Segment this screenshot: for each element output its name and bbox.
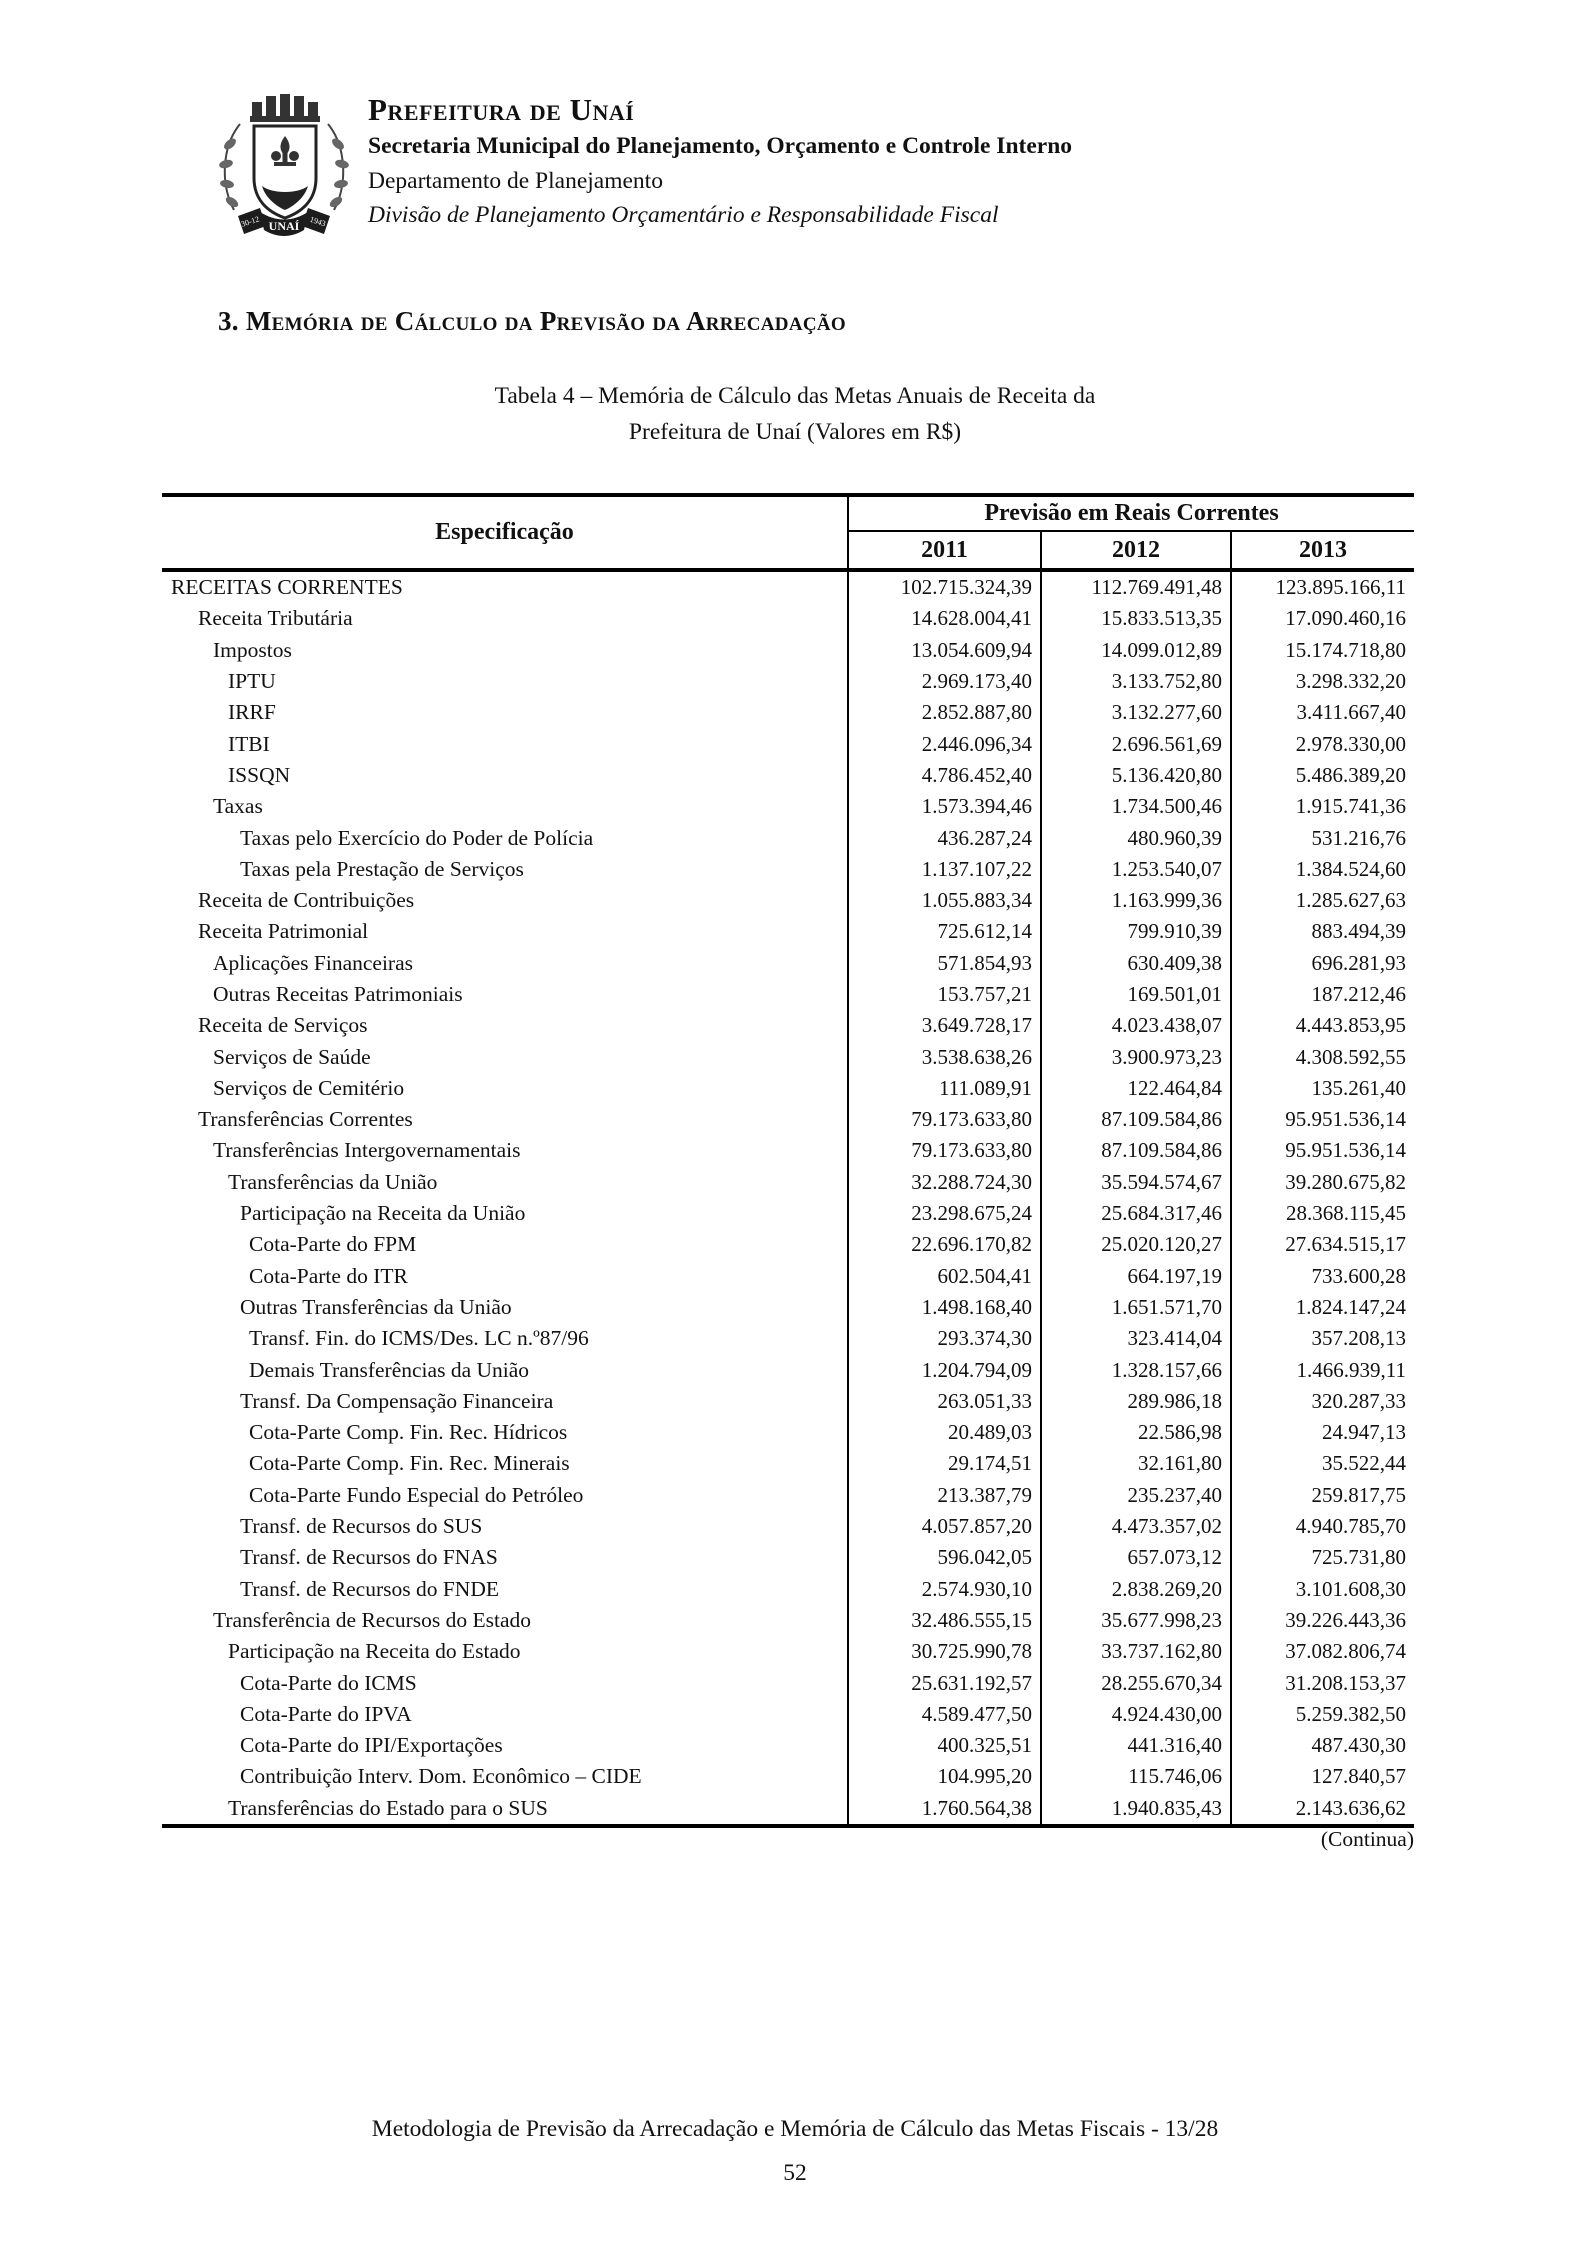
value-2011: 20.489,03	[848, 1417, 1041, 1448]
row-label: Serviços de Saúde	[213, 1044, 371, 1069]
row-label: ITBI	[228, 731, 270, 756]
value-2011: 32.486.555,15	[848, 1605, 1041, 1636]
column-group-header: Previsão em Reais Correntes	[848, 495, 1414, 531]
table-row	[162, 1574, 1414, 1605]
value-2013: 135.261,40	[1231, 1073, 1414, 1104]
value-2013: 259.817,75	[1231, 1480, 1414, 1511]
row-label: Cota-Parte Comp. Fin. Rec. Hídricos	[249, 1420, 568, 1445]
value-2012: 33.737.162,80	[1041, 1636, 1231, 1667]
table-row	[162, 1010, 1414, 1041]
value-2013: 725.731,80	[1231, 1542, 1414, 1573]
value-2011: 102.715.324,39	[848, 570, 1041, 603]
value-2011: 22.696.170,82	[848, 1229, 1041, 1260]
value-2011: 2.969.173,40	[848, 666, 1041, 697]
value-2013: 127.840,57	[1231, 1761, 1414, 1792]
logo-ribbon-date-right: 1943	[308, 214, 327, 229]
org-name: Prefeitura de Unaí	[368, 92, 635, 127]
value-2012: 4.924.430,00	[1041, 1699, 1231, 1730]
value-2012: 799.910,39	[1041, 916, 1231, 947]
value-2012: 1.328.157,66	[1041, 1354, 1231, 1385]
value-2011: 153.757,21	[848, 979, 1041, 1010]
value-2011: 1.137.107,22	[848, 854, 1041, 885]
value-2011: 213.387,79	[848, 1480, 1041, 1511]
value-2012: 235.237,40	[1041, 1480, 1231, 1511]
logo-ribbon-date-left: 30-12	[239, 214, 261, 229]
value-2012: 112.769.491,48	[1041, 570, 1231, 603]
column-header-2013: 2013	[1231, 531, 1414, 570]
value-2012: 1.940.835,43	[1041, 1793, 1231, 1826]
row-label: Participação na Receita da União	[240, 1201, 526, 1226]
value-2011: 79.173.633,80	[848, 1104, 1041, 1135]
value-2013: 3.411.667,40	[1231, 697, 1414, 728]
table-row	[162, 854, 1414, 885]
row-label: Cota-Parte do ITR	[249, 1263, 408, 1288]
column-header-especificacao: Especificação	[162, 495, 848, 570]
value-2012: 14.099.012,89	[1041, 635, 1231, 666]
value-2012: 1.734.500,46	[1041, 791, 1231, 822]
value-2012: 22.586,98	[1041, 1417, 1231, 1448]
value-2013: 733.600,28	[1231, 1261, 1414, 1292]
value-2012: 3.133.752,80	[1041, 666, 1231, 697]
table-row	[162, 1605, 1414, 1636]
value-2013: 35.522,44	[1231, 1448, 1414, 1479]
value-2013: 95.951.536,14	[1231, 1135, 1414, 1166]
row-label: Transf. Fin. do ICMS/Des. LC n.º87/96	[249, 1326, 589, 1351]
value-2011: 14.628.004,41	[848, 603, 1041, 634]
row-label: Contribuição Interv. Dom. Econômico – CIDE	[240, 1764, 642, 1789]
value-2012: 28.255.670,34	[1041, 1667, 1231, 1698]
value-2012: 4.023.438,07	[1041, 1010, 1231, 1041]
value-2013: 320.287,33	[1231, 1386, 1414, 1417]
value-2013: 28.368.115,45	[1231, 1198, 1414, 1229]
row-label: Transferências Correntes	[198, 1107, 413, 1132]
row-label: Transferência de Recursos do Estado	[213, 1607, 532, 1632]
value-2011: 1.498.168,40	[848, 1292, 1041, 1323]
value-2012: 323.414,04	[1041, 1323, 1231, 1354]
table-row	[162, 570, 1414, 603]
table-body	[162, 570, 1414, 1826]
logo-ribbon-text: UNAÍ	[268, 219, 300, 233]
table-row	[162, 822, 1414, 853]
value-2012: 1.163.999,36	[1041, 885, 1231, 916]
value-2013: 27.634.515,17	[1231, 1229, 1414, 1260]
table-row	[162, 760, 1414, 791]
row-label: Receita de Serviços	[198, 1013, 368, 1038]
table-row	[162, 635, 1414, 666]
value-2013: 1.285.627,63	[1231, 885, 1414, 916]
value-2012: 15.833.513,35	[1041, 603, 1231, 634]
value-2012: 1.253.540,07	[1041, 854, 1231, 885]
value-2013: 4.940.785,70	[1231, 1511, 1414, 1542]
value-2012: 2.838.269,20	[1041, 1574, 1231, 1605]
table-row	[162, 1511, 1414, 1542]
value-2011: 13.054.609,94	[848, 635, 1041, 666]
row-label: Cota-Parte Fundo Especial do Petróleo	[249, 1482, 584, 1507]
value-2012: 169.501,01	[1041, 979, 1231, 1010]
value-2011: 3.649.728,17	[848, 1010, 1041, 1041]
table-row	[162, 697, 1414, 728]
row-label: Outras Transferências da União	[240, 1294, 512, 1319]
value-2011: 4.057.857,20	[848, 1511, 1041, 1542]
table-row	[162, 791, 1414, 822]
value-2011: 4.589.477,50	[848, 1699, 1041, 1730]
value-2012: 630.409,38	[1041, 948, 1231, 979]
table-row	[162, 1699, 1414, 1730]
row-label: Transferências Intergovernamentais	[213, 1138, 521, 1163]
revenue-forecast-table	[162, 493, 1414, 1828]
value-2012: 35.594.574,67	[1041, 1167, 1231, 1198]
value-2013: 357.208,13	[1231, 1323, 1414, 1354]
table-caption	[0, 378, 1590, 450]
table-row	[162, 1167, 1414, 1198]
row-label: Transf. Da Compensação Financeira	[240, 1388, 554, 1413]
table-row	[162, 1104, 1414, 1135]
value-2013: 187.212,46	[1231, 979, 1414, 1010]
table-row	[162, 1793, 1414, 1826]
table-row	[162, 1292, 1414, 1323]
table-row	[162, 1761, 1414, 1792]
value-2013: 4.308.592,55	[1231, 1041, 1414, 1072]
value-2012: 657.073,12	[1041, 1542, 1231, 1573]
column-header-2012: 2012	[1041, 531, 1231, 570]
row-label: Transf. de Recursos do FNAS	[240, 1545, 498, 1570]
row-label: IRRF	[228, 700, 276, 725]
value-2012: 115.746,06	[1041, 1761, 1231, 1792]
table-row	[162, 1386, 1414, 1417]
row-label: Transferências do Estado para o SUS	[228, 1795, 548, 1820]
value-2011: 293.374,30	[848, 1323, 1041, 1354]
value-2013: 37.082.806,74	[1231, 1636, 1414, 1667]
value-2011: 4.786.452,40	[848, 760, 1041, 791]
table-caption-line-1: Tabela 4 – Memória de Cálculo das Metas Anuais de Receita da	[494, 383, 1096, 409]
table-row	[162, 1354, 1414, 1385]
section-title: 3. Memória de Cálculo da Previsão da Arrecadação	[218, 306, 846, 336]
table-row	[162, 1229, 1414, 1260]
column-header-2011: 2011	[848, 531, 1041, 570]
value-2011: 436.287,24	[848, 822, 1041, 853]
value-2013: 5.486.389,20	[1231, 760, 1414, 791]
row-label: Taxas	[213, 794, 263, 819]
value-2013: 3.101.608,30	[1231, 1574, 1414, 1605]
value-2013: 31.208.153,37	[1231, 1667, 1414, 1698]
row-label: ISSQN	[228, 762, 291, 787]
value-2011: 25.631.192,57	[848, 1667, 1041, 1698]
table-row	[162, 948, 1414, 979]
value-2011: 30.725.990,78	[848, 1636, 1041, 1667]
letterhead-line-3: Divisão de Planejamento Orçamentário e Responsabilidade Fiscal	[368, 202, 999, 228]
value-2012: 4.473.357,02	[1041, 1511, 1231, 1542]
row-label: Transferências da União	[228, 1169, 438, 1194]
value-2013: 2.978.330,00	[1231, 728, 1414, 759]
page-number: 52	[783, 2160, 807, 2186]
value-2013: 39.280.675,82	[1231, 1167, 1414, 1198]
row-label: Receita de Contribuições	[198, 888, 415, 913]
row-label: Cota-Parte do FPM	[249, 1232, 417, 1257]
value-2013: 487.430,30	[1231, 1730, 1414, 1761]
value-2011: 263.051,33	[848, 1386, 1041, 1417]
value-2011: 602.504,41	[848, 1261, 1041, 1292]
value-2011: 111.089,91	[848, 1073, 1041, 1104]
table-row	[162, 603, 1414, 634]
table-row	[162, 1636, 1414, 1667]
row-label: Demais Transferências da União	[249, 1357, 530, 1382]
row-label: Outras Receitas Patrimoniais	[213, 982, 463, 1006]
value-2013: 1.466.939,11	[1231, 1354, 1414, 1385]
value-2012: 5.136.420,80	[1041, 760, 1231, 791]
row-label: Taxas pela Prestação de Serviços	[240, 856, 524, 881]
value-2011: 79.173.633,80	[848, 1135, 1041, 1166]
row-label: Transf. de Recursos do SUS	[240, 1514, 483, 1539]
row-label: Receita Patrimonial	[198, 919, 369, 944]
table-caption-line-2: Prefeitura de Unaí (Valores em R$)	[628, 419, 962, 445]
value-2011: 3.538.638,26	[848, 1041, 1041, 1072]
value-2013: 95.951.536,14	[1231, 1104, 1414, 1135]
table-row	[162, 1135, 1414, 1166]
value-2012: 664.197,19	[1041, 1261, 1231, 1292]
value-2012: 32.161,80	[1041, 1448, 1231, 1479]
row-label: Cota-Parte do ICMS	[240, 1670, 417, 1695]
value-2011: 1.760.564,38	[848, 1793, 1041, 1826]
row-label: Aplicações Financeiras	[213, 950, 413, 975]
letterhead-line-2: Departamento de Planejamento	[368, 167, 663, 194]
value-2013: 5.259.382,50	[1231, 1699, 1414, 1730]
value-2011: 1.055.883,34	[848, 885, 1041, 916]
value-2013: 17.090.460,16	[1231, 603, 1414, 634]
revenue-forecast-table-wrap	[162, 493, 1414, 1828]
footer-text: Metodologia de Previsão da Arrecadação e Memória de Cálculo das Metas Fiscais - 13/28	[371, 2116, 1219, 2142]
value-2011: 1.204.794,09	[848, 1354, 1041, 1385]
row-label: RECEITAS CORRENTES	[171, 575, 403, 600]
table-row	[162, 1448, 1414, 1479]
value-2012: 25.020.120,27	[1041, 1229, 1231, 1260]
value-2013: 3.298.332,20	[1231, 666, 1414, 697]
letterhead	[368, 94, 1072, 228]
value-2013: 123.895.166,11	[1231, 570, 1414, 603]
table-row	[162, 1323, 1414, 1354]
row-label: Cota-Parte Comp. Fin. Rec. Minerais	[249, 1451, 570, 1476]
value-2011: 400.325,51	[848, 1730, 1041, 1761]
value-2013: 531.216,76	[1231, 822, 1414, 853]
value-2012: 480.960,39	[1041, 822, 1231, 853]
value-2011: 725.612,14	[848, 916, 1041, 947]
value-2011: 571.854,93	[848, 948, 1041, 979]
table-row	[162, 1480, 1414, 1511]
row-label: IPTU	[228, 669, 276, 694]
table-row	[162, 666, 1414, 697]
value-2013: 15.174.718,80	[1231, 635, 1414, 666]
value-2011: 29.174,51	[848, 1448, 1041, 1479]
table-row	[162, 1542, 1414, 1573]
value-2012: 35.677.998,23	[1041, 1605, 1231, 1636]
table-row	[162, 916, 1414, 947]
value-2012: 289.986,18	[1041, 1386, 1231, 1417]
value-2013: 883.494,39	[1231, 916, 1414, 947]
value-2012: 87.109.584,86	[1041, 1135, 1231, 1166]
value-2012: 1.651.571,70	[1041, 1292, 1231, 1323]
value-2012: 3.132.277,60	[1041, 697, 1231, 728]
value-2011: 23.298.675,24	[848, 1198, 1041, 1229]
value-2012: 2.696.561,69	[1041, 728, 1231, 759]
row-label: Participação na Receita do Estado	[228, 1639, 521, 1664]
value-2012: 441.316,40	[1041, 1730, 1231, 1761]
table-row	[162, 979, 1414, 1010]
coat-of-arms-logo	[218, 84, 350, 252]
row-label: Serviços de Cemitério	[213, 1075, 405, 1100]
value-2011: 2.574.930,10	[848, 1574, 1041, 1605]
value-2013: 24.947,13	[1231, 1417, 1414, 1448]
letterhead-line-1: Secretaria Municipal do Planejamento, Orçamento e Controle Interno	[368, 133, 1073, 159]
value-2011: 2.446.096,34	[848, 728, 1041, 759]
continuation-note: (Continua)	[1320, 1827, 1414, 1851]
value-2012: 122.464,84	[1041, 1073, 1231, 1104]
row-label: Cota-Parte do IPVA	[240, 1701, 412, 1726]
row-label: Transf. de Recursos do FNDE	[240, 1576, 499, 1601]
value-2011: 104.995,20	[848, 1761, 1041, 1792]
value-2011: 596.042,05	[848, 1542, 1041, 1573]
value-2011: 1.573.394,46	[848, 791, 1041, 822]
table-row	[162, 1041, 1414, 1072]
table-row	[162, 1417, 1414, 1448]
row-label: Cota-Parte do IPI/Exportações	[240, 1733, 503, 1758]
table-row	[162, 1667, 1414, 1698]
value-2012: 25.684.317,46	[1041, 1198, 1231, 1229]
table-row	[162, 1261, 1414, 1292]
table-row	[162, 728, 1414, 759]
table-row	[162, 1198, 1414, 1229]
value-2013: 4.443.853,95	[1231, 1010, 1414, 1041]
table-header	[162, 495, 1414, 570]
value-2011: 32.288.724,30	[848, 1167, 1041, 1198]
row-label: Impostos	[213, 637, 292, 662]
value-2013: 696.281,93	[1231, 948, 1414, 979]
table-row	[162, 885, 1414, 916]
table-row	[162, 1073, 1414, 1104]
value-2012: 3.900.973,23	[1041, 1041, 1231, 1072]
value-2013: 2.143.636,62	[1231, 1793, 1414, 1826]
value-2013: 1.824.147,24	[1231, 1292, 1414, 1323]
value-2011: 2.852.887,80	[848, 697, 1041, 728]
value-2013: 39.226.443,36	[1231, 1605, 1414, 1636]
value-2012: 87.109.584,86	[1041, 1104, 1231, 1135]
value-2013: 1.915.741,36	[1231, 791, 1414, 822]
value-2013: 1.384.524,60	[1231, 854, 1414, 885]
table-row	[162, 1730, 1414, 1761]
row-label: Taxas pelo Exercício do Poder de Polícia	[240, 825, 594, 850]
row-label: Receita Tributária	[198, 606, 353, 631]
